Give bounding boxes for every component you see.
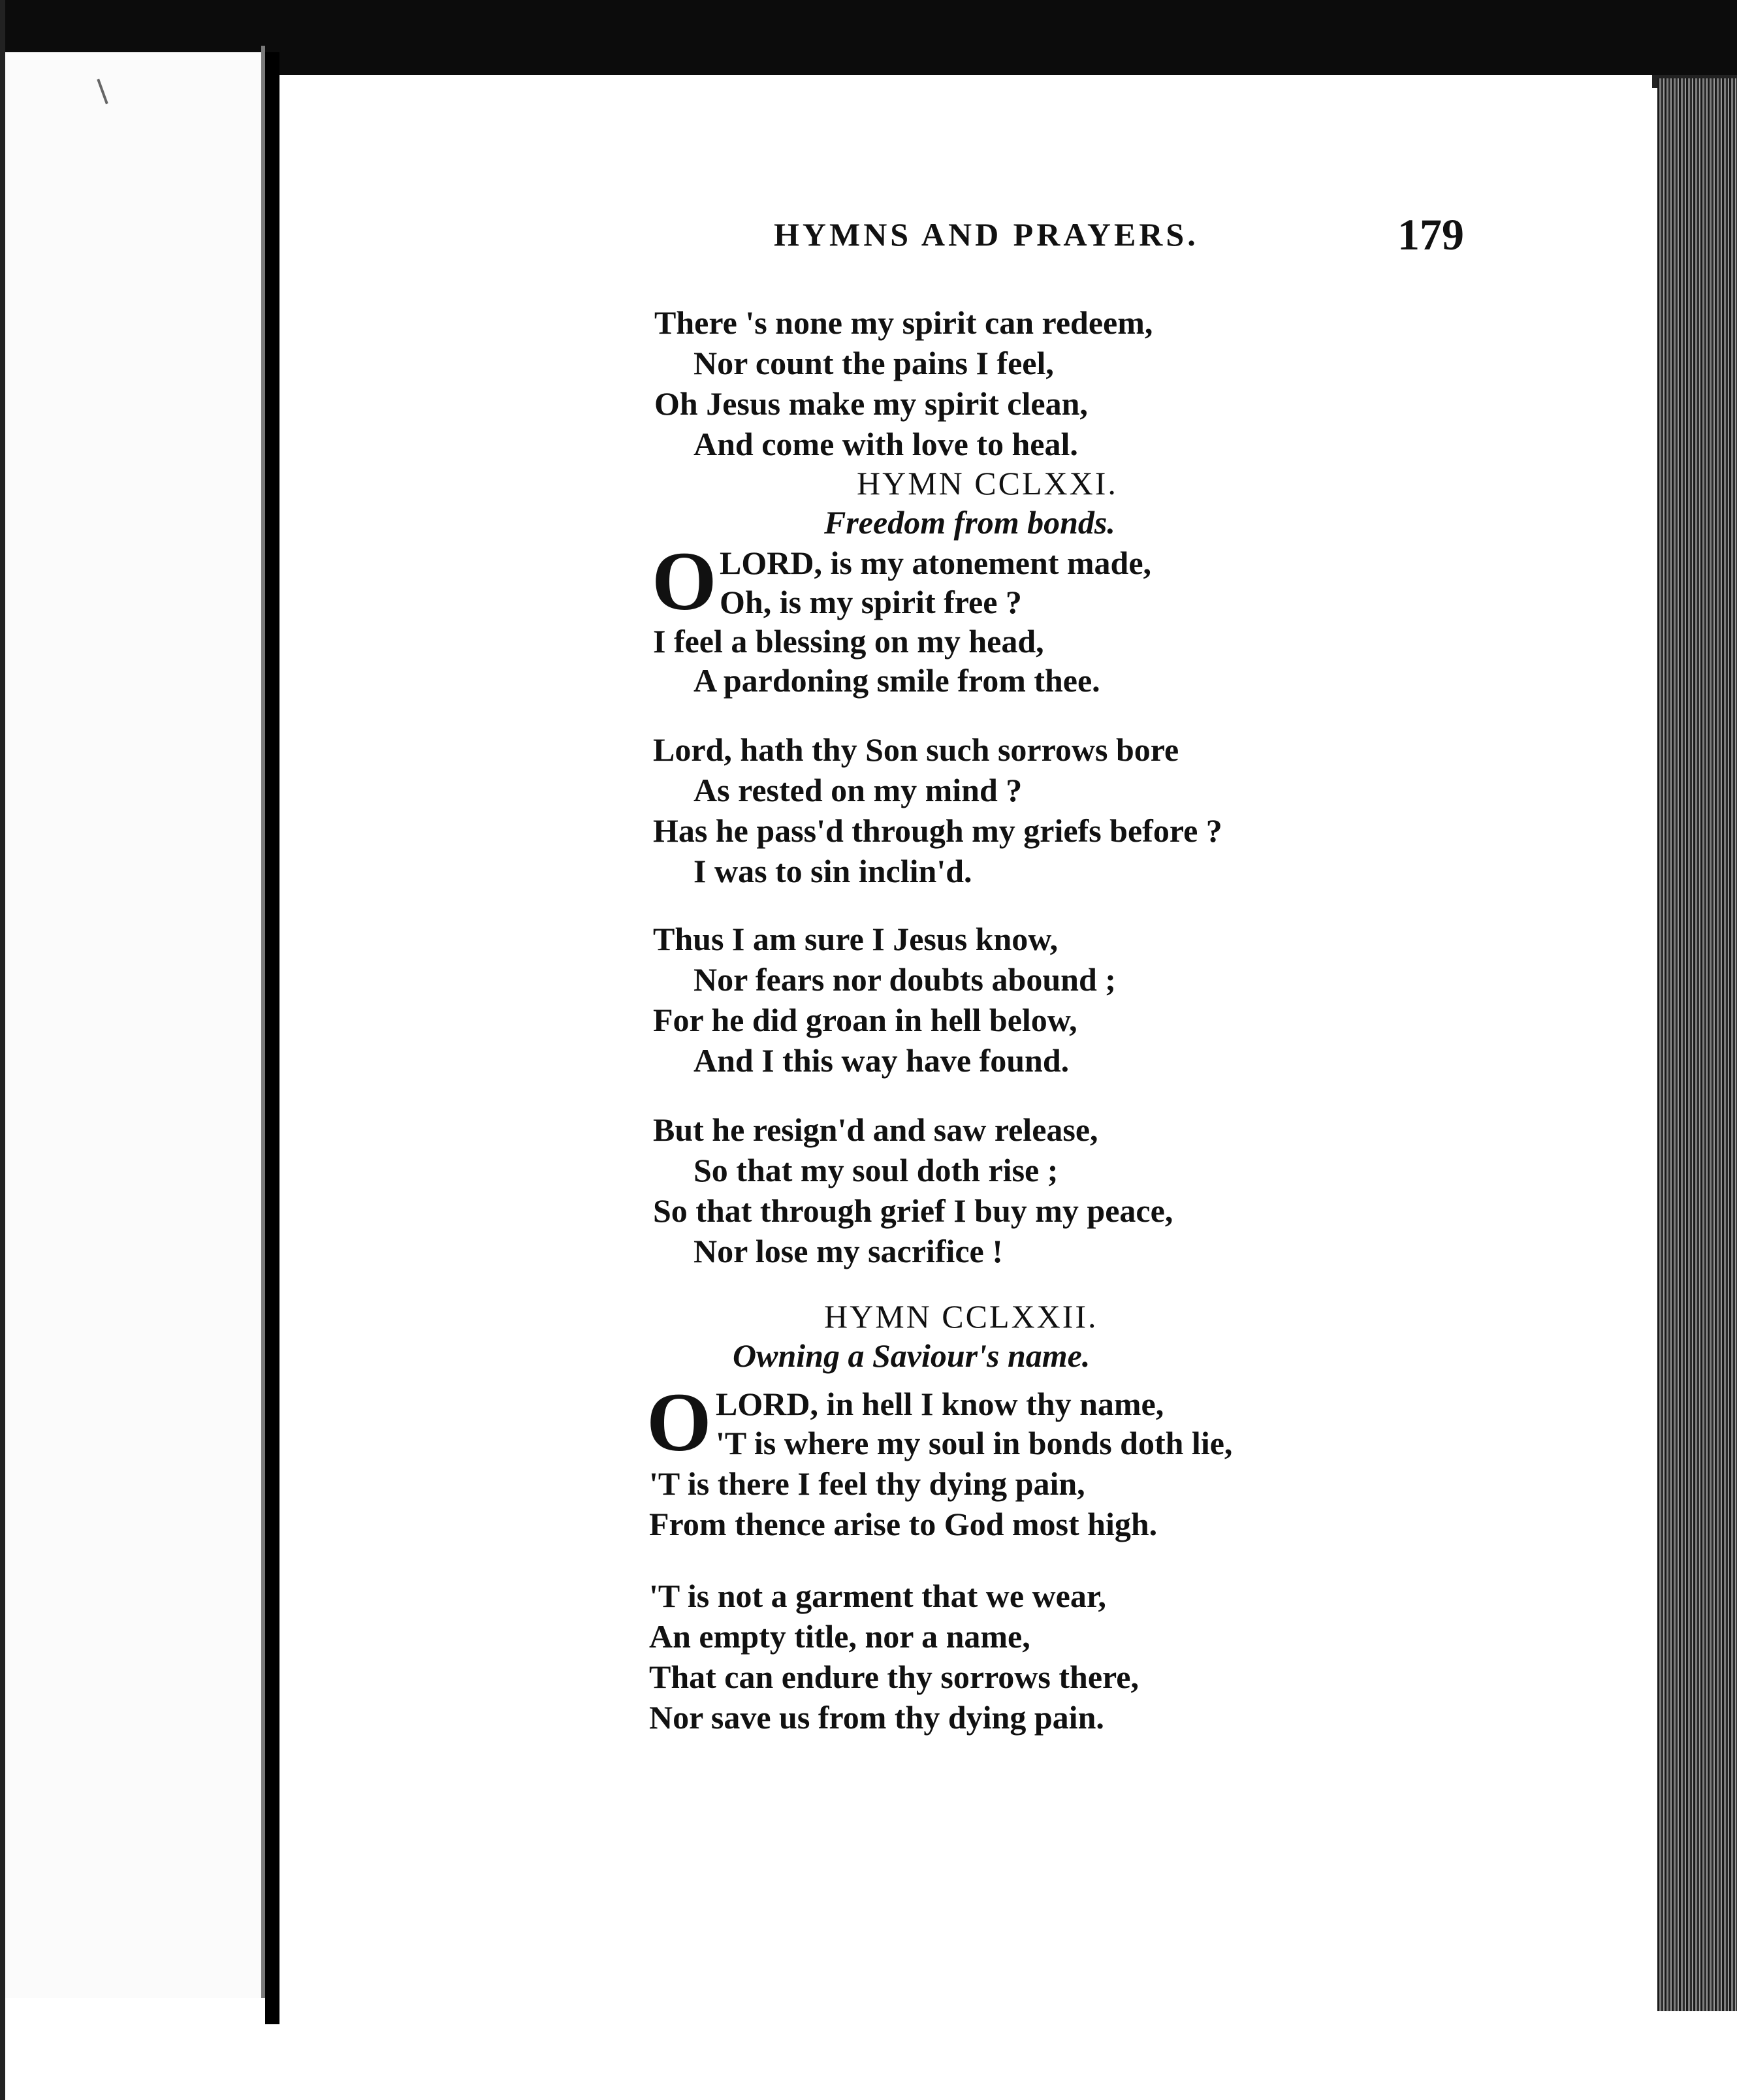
verse-line: 'T is where my soul in bonds doth lie,: [716, 1425, 1233, 1461]
verse-line: I feel a blessing on my head,: [653, 623, 1044, 660]
scan-left-border: [0, 0, 5, 2100]
verse-line: Nor save us from thy dying pain.: [649, 1699, 1104, 1736]
page-stack-edges: [1657, 78, 1737, 2011]
verse-line: Nor fears nor doubts abound ;: [693, 961, 1116, 998]
running-title: HYMNS AND PRAYERS.: [774, 216, 1199, 253]
verse-line: So that through grief I buy my peace,: [653, 1192, 1173, 1229]
verse-line: And I this way have found.: [693, 1042, 1070, 1079]
verse-line: There 's none my spirit can redeem,: [654, 304, 1153, 341]
verse-line: But he resign'd and saw release,: [653, 1111, 1098, 1148]
verse-line: Nor lose my sacrifice !: [693, 1233, 1003, 1269]
verse-line: LORD, in hell I know thy name,: [716, 1386, 1164, 1422]
verse-line: Has he pass'd through my griefs before ?: [653, 812, 1222, 849]
verse-line: Nor count the pains I feel,: [693, 345, 1054, 381]
drop-cap: O: [652, 535, 717, 628]
verse-line: And come with love to heal.: [693, 426, 1078, 462]
verse-line: LORD, is my atonement made,: [720, 545, 1152, 581]
book-spine: [265, 52, 279, 2024]
verse-line: A pardoning smile from thee.: [693, 662, 1100, 699]
hymn-title: HYMN CCLXXI.: [857, 465, 1118, 501]
verse-line: An empty title, nor a name,: [649, 1618, 1030, 1655]
verse-line: 'T is there I feel thy dying pain,: [649, 1465, 1085, 1502]
verse-line: As rested on my mind ?: [693, 772, 1023, 808]
hymn-subtitle: Owning a Saviour's name.: [733, 1337, 1091, 1374]
hymn-title: HYMN CCLXXII.: [824, 1298, 1098, 1335]
verse-line: So that my soul doth rise ;: [693, 1152, 1059, 1188]
hymn-subtitle: Freedom from bonds.: [824, 504, 1115, 541]
drop-cap: O: [646, 1376, 712, 1469]
verse-line: That can endure thy sorrows there,: [649, 1659, 1139, 1695]
verse-line: 'T is not a garment that we wear,: [649, 1578, 1106, 1614]
verse-line: I was to sin inclin'd.: [693, 853, 972, 889]
facing-page-blank: [5, 52, 261, 1998]
verse-line: Oh, is my spirit free ?: [720, 584, 1022, 620]
page-number: 179: [1397, 210, 1464, 259]
verse-line: Thus I am sure I Jesus know,: [653, 921, 1059, 957]
verse-line: From thence arise to God most high.: [649, 1506, 1158, 1542]
verse-line: Oh Jesus make my spirit clean,: [654, 385, 1088, 422]
verse-line: For he did groan in hell below,: [653, 1002, 1077, 1038]
verse-line: Lord, hath thy Son such sorrows bore: [653, 731, 1179, 768]
